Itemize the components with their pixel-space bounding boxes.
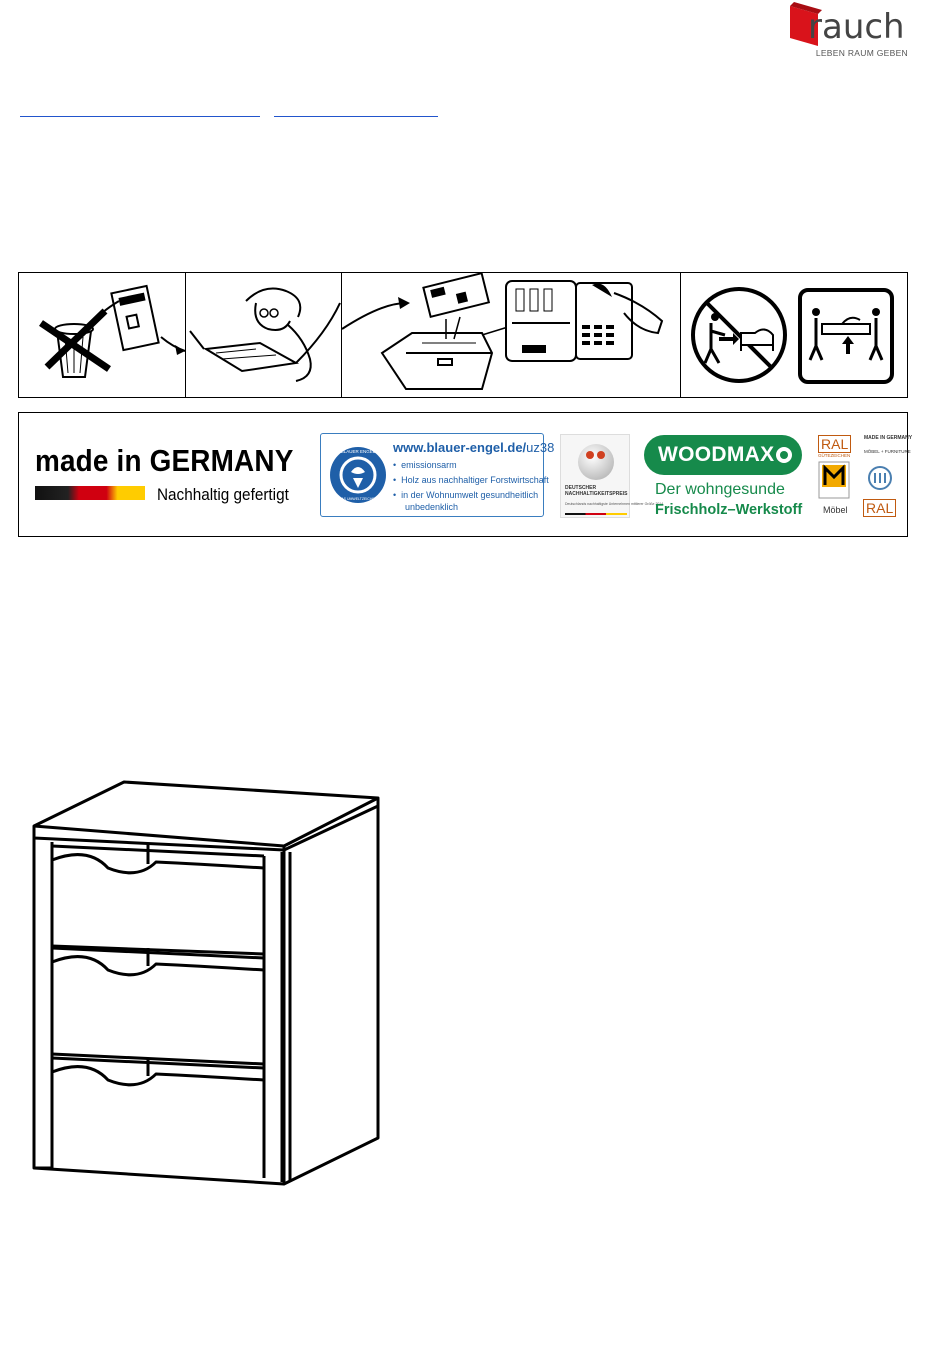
moebel-m-icon (818, 461, 850, 499)
ral-label-top: RAL (818, 435, 851, 453)
woodmax-line-2: Frischholz–Werkstoff (655, 502, 803, 518)
mig-small: MADE IN GERMANY (864, 435, 913, 441)
blauer-engel-badge (320, 433, 555, 517)
seal-top-text: BLAUER ENGEL (340, 449, 376, 454)
mig-small-sub: MÖBEL + FURNITURE (864, 449, 911, 454)
file-manual-panel (342, 273, 681, 397)
lift-carry-icon (798, 288, 894, 384)
url-code: uz38 (526, 440, 555, 455)
dnp-title: DEUTSCHER NACHHALTIGKEITSPREIS (565, 485, 628, 497)
certification-band (18, 412, 913, 537)
no-trash-manual-icon (19, 273, 186, 397)
dnp-subtitle: Deutschlands nachhaltigste Unternehmen mittlerer Größe 2014 (565, 502, 664, 506)
blauer-engel-seal-icon (329, 442, 387, 508)
woodmax-logo (644, 435, 802, 475)
file-manual-icon (342, 273, 681, 397)
ral-label-bottom: RAL (863, 499, 896, 517)
instruction-strip (18, 272, 908, 398)
woodmax-line-1: Der wohngesunde (655, 481, 785, 498)
be-item-2: • Holz aus nachhaltiger Forstwirtschaft (393, 475, 549, 485)
made-in-germany-subtitle: Nachhaltig gefertigt (157, 485, 289, 504)
brand-name: rauch (808, 7, 905, 47)
keep-manual-panel (19, 273, 186, 397)
brand-logo (786, 2, 910, 60)
woodmax-dot-icon (776, 447, 792, 463)
award-trophy-icon (575, 441, 617, 483)
seal-bottom-text: DAS UMWELTZEICHEN (338, 497, 378, 501)
blauer-engel-url[interactable] (393, 440, 554, 455)
be-item-4: unbedenklich (405, 502, 459, 512)
brand-tagline: LEBEN RAUM GEBEN (815, 48, 908, 58)
german-flag-gradient-icon (35, 486, 145, 500)
nightstand-drawing (28, 776, 388, 1188)
read-manual-icon (186, 273, 342, 397)
be-item-3: • in der Wohnumwelt gesundheitlich (393, 490, 539, 500)
link-underline-2[interactable] (274, 116, 438, 117)
url-main: www.blauer-engel.de/ (393, 440, 527, 455)
dnp-flag-bar (565, 513, 627, 515)
ral-guetezeichen: GÜTEZEICHEN (818, 453, 851, 458)
nachhaltigkeitspreis-badge (560, 434, 664, 518)
read-manual-panel (186, 273, 342, 397)
quality-seal-icon (867, 465, 893, 491)
link-underline-1[interactable] (20, 116, 260, 117)
be-item-1: • emissionsarm (393, 460, 457, 470)
moving-panel (681, 273, 907, 397)
woodmax-name: WOODMAX (658, 443, 775, 466)
made-in-germany-title: made in GERMANY (35, 443, 294, 478)
moebel-label: Möbel (823, 505, 848, 515)
